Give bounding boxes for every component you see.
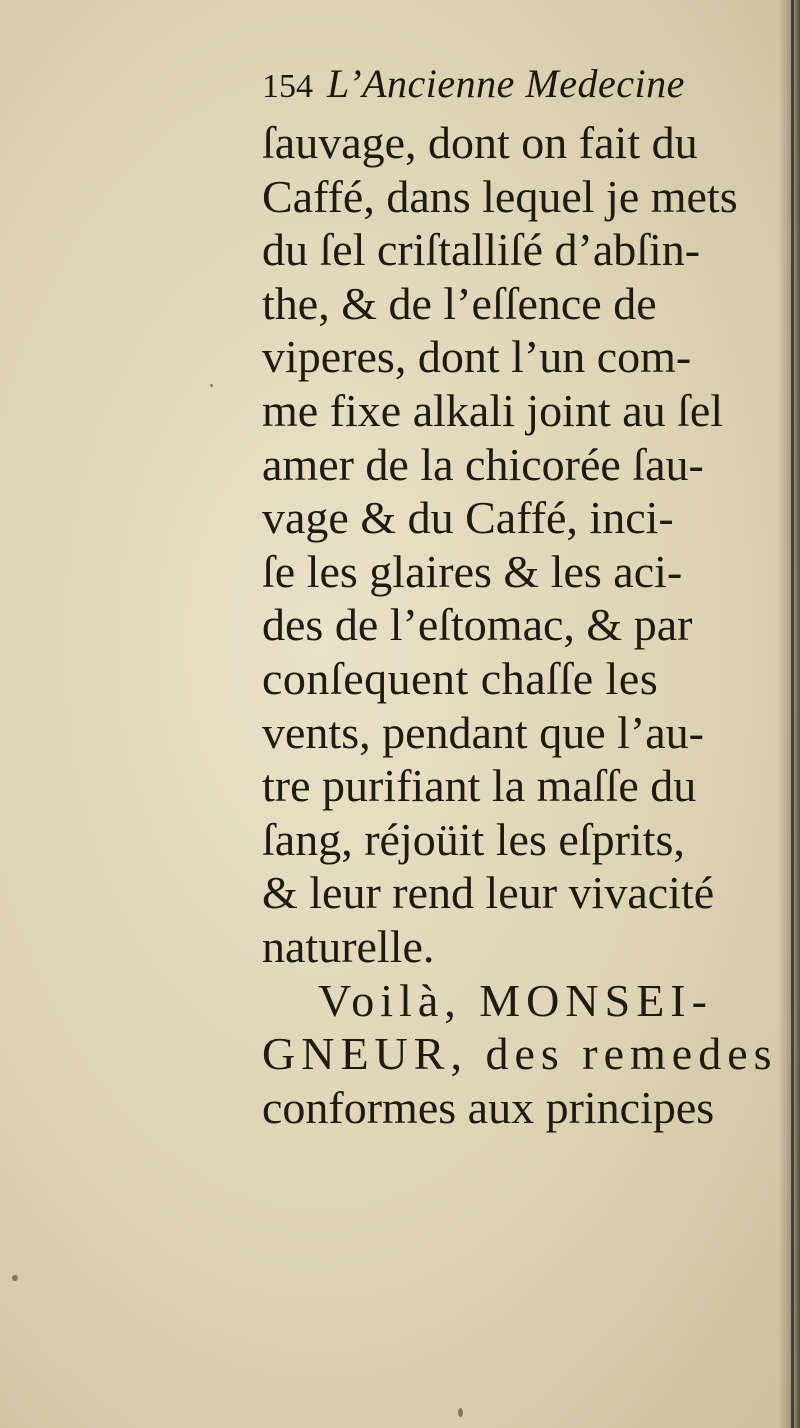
text-line: me fixe alkali joint au ſel	[262, 384, 724, 436]
paper-speck	[210, 384, 213, 387]
text-line: ſe les glaires & les aci-	[262, 545, 683, 597]
text-line: des de l’eſtomac, & par	[262, 599, 693, 651]
text-line: ſauvage, dont on fait du	[262, 117, 698, 168]
running-header	[262, 60, 792, 110]
text-line: vage & du Caffé, inci-	[262, 492, 674, 544]
text-line: du ſel criſtalliſé d’abſin-	[262, 224, 701, 276]
running-title: L’Ancienne Medecine	[327, 61, 685, 106]
text-line: tre purifiant la maſſe du	[262, 760, 697, 812]
text-line: viperes, dont l’un com-	[262, 331, 692, 383]
text-line: & leur rend leur vivacité	[262, 867, 715, 919]
text-line: vents, pendant que l’au-	[262, 706, 704, 758]
paper-speck	[458, 1408, 463, 1417]
text-line: the, & de l’eſſence de	[262, 277, 657, 329]
text-line: Caffé, dans lequel je mets	[262, 170, 738, 222]
text-line: amer de la chicorée ſau-	[262, 438, 704, 490]
text-line: conſequent chaſſe les	[262, 652, 659, 704]
page-number: 154	[262, 68, 313, 105]
paper-speck	[12, 1275, 18, 1281]
text-line: naturelle.	[262, 920, 435, 972]
text-line: Voilà, MONSEI-	[318, 974, 713, 1026]
body-text	[262, 116, 800, 1134]
text-line: ſang, réjoüit les eſprits,	[262, 813, 685, 865]
text-line: GNEUR, des remedes	[262, 1028, 778, 1080]
text-line: conformes aux principes	[262, 1081, 715, 1133]
